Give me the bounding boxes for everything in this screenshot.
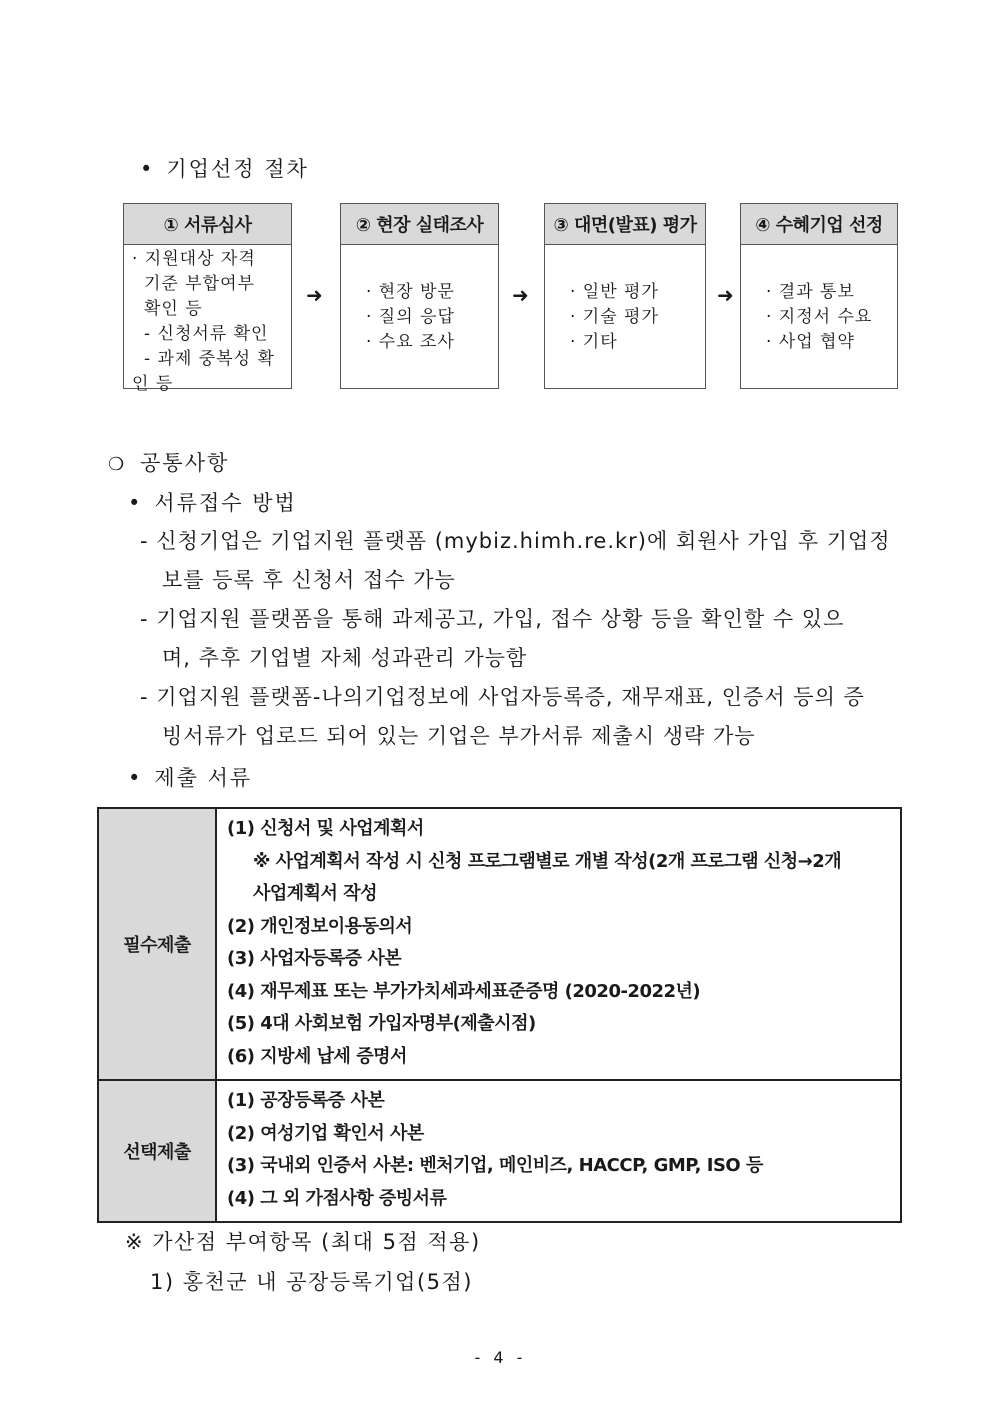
step-body [341, 245, 498, 355]
common-title: 공통사항 [140, 451, 230, 475]
step-line: · 결과 통보 [766, 282, 855, 302]
step-line: - 과제 중복성 확 [144, 349, 275, 369]
bonus-title: ※ 가산점 부여항목 (최대 5점 적용) [125, 1230, 481, 1254]
step-presentation [544, 203, 706, 389]
paragraph-line [140, 522, 905, 561]
circle-marker-icon: ❍ [108, 454, 127, 475]
submission-table [97, 807, 902, 1223]
list-item: (1) 공장등록증 사본 [227, 1090, 385, 1111]
paragraph-line [140, 600, 905, 639]
step-line: · 사업 협약 [766, 332, 855, 352]
step-line: · 현장 방문 [366, 282, 455, 302]
paragraph-text: - 신청기업은 기업지원 플랫폼 (mybiz.himh.re.kr)에 회원사 가입 후 기업정 [140, 529, 891, 553]
reception-heading [128, 487, 297, 517]
bullet-icon: • [140, 157, 155, 181]
step-body [741, 245, 897, 355]
required-items [216, 808, 901, 1080]
arrow-right-icon: ➜ [306, 283, 323, 307]
common-heading [108, 447, 229, 477]
arrow-right-icon: ➜ [717, 283, 734, 307]
step-line: · 일반 평가 [570, 282, 659, 302]
step-document-review [123, 203, 292, 394]
submission-title: 제출 서류 [154, 766, 253, 790]
step-head: ③ 대면(발표) 평가 [545, 204, 705, 245]
table-row-required [98, 808, 901, 1080]
list-item: (5) 4대 사회보험 가입자명부(제출시점) [227, 1013, 536, 1034]
paragraph-continuation: 빙서류가 업로드 되어 있는 기업은 부가서류 제출시 생략 가능 [162, 724, 756, 748]
table-row-optional [98, 1080, 901, 1222]
step-body [124, 245, 291, 397]
reception-title: 서류접수 방법 [154, 491, 297, 515]
step-body [545, 245, 705, 355]
optional-label: 선택제출 [98, 1080, 216, 1222]
step-line: · 지정서 수요 [766, 307, 873, 327]
paragraph-continuation: 며, 추후 기업별 자체 성과관리 가능함 [162, 646, 528, 670]
step-selection [740, 203, 898, 389]
reception-paragraph [140, 600, 905, 678]
step-line: 인 등 [132, 374, 174, 394]
list-item-note-continuation: 사업계획서 작성 [253, 883, 377, 904]
list-item: (3) 사업자등록증 사본 [227, 948, 402, 969]
submission-heading [128, 762, 252, 792]
bullet-icon: • [128, 491, 143, 515]
optional-items [216, 1080, 901, 1222]
paragraph-text: - 기업지원 플랫폼-나의기업정보에 사업자등록증, 재무재표, 인증서 등의 증 [140, 685, 865, 709]
page-number: - 4 - [474, 1348, 527, 1367]
list-item: (1) 신청서 및 사업계획서 [227, 818, 424, 839]
paragraph-continuation: 보를 등록 후 신청서 접수 가능 [162, 568, 456, 592]
step-head: ④ 수혜기업 선정 [741, 204, 897, 245]
step-line: · 수요 조사 [366, 332, 455, 352]
step-line: · 기술 평가 [570, 307, 659, 327]
list-item-note: ※ 사업계획서 작성 시 신청 프로그램별로 개별 작성(2개 프로그램 신청→2개 [253, 850, 842, 872]
step-line: 기준 부합여부 [144, 274, 255, 294]
list-item: (2) 개인정보이용동의서 [227, 915, 413, 937]
list-item: (3) 국내외 인증서 사본: 벤처기업, 메인비즈, HACCP, GMP, ISO 등 [227, 1155, 763, 1176]
step-line: · 지원대상 자격 [132, 249, 256, 269]
step-line: 확인 등 [144, 299, 203, 319]
step-line: · 질의 응답 [366, 307, 455, 327]
step-line: · 기타 [570, 332, 618, 352]
list-item: (4) 재무제표 또는 부가가치세과세표준증명 (2020-2022년) [227, 980, 701, 1002]
step-site-inspection [340, 203, 499, 389]
list-item: (4) 그 외 가점사항 증빙서류 [227, 1187, 447, 1209]
list-item: (2) 여성기업 확인서 사본 [227, 1122, 424, 1144]
reception-paragraph [140, 522, 905, 600]
paragraph-text: - 기업지원 플랫폼을 통해 과제공고, 가입, 접수 상황 등을 확인할 수 있으 [140, 607, 845, 631]
required-label: 필수제출 [98, 808, 216, 1080]
reception-paragraph [140, 678, 905, 756]
paragraph-line [140, 678, 905, 717]
step-line: - 신청서류 확인 [144, 324, 269, 344]
list-item: (6) 지방세 납세 증명서 [227, 1045, 407, 1067]
step-head: ① 서류심사 [124, 204, 291, 245]
bonus-item: 1) 홍천군 내 공장등록기업(5점) [150, 1270, 473, 1294]
procedure-heading [140, 153, 309, 183]
bullet-icon: • [128, 766, 143, 790]
procedure-title: 기업선정 절차 [166, 157, 309, 181]
arrow-right-icon: ➜ [512, 283, 529, 307]
step-head: ② 현장 실태조사 [341, 204, 498, 245]
